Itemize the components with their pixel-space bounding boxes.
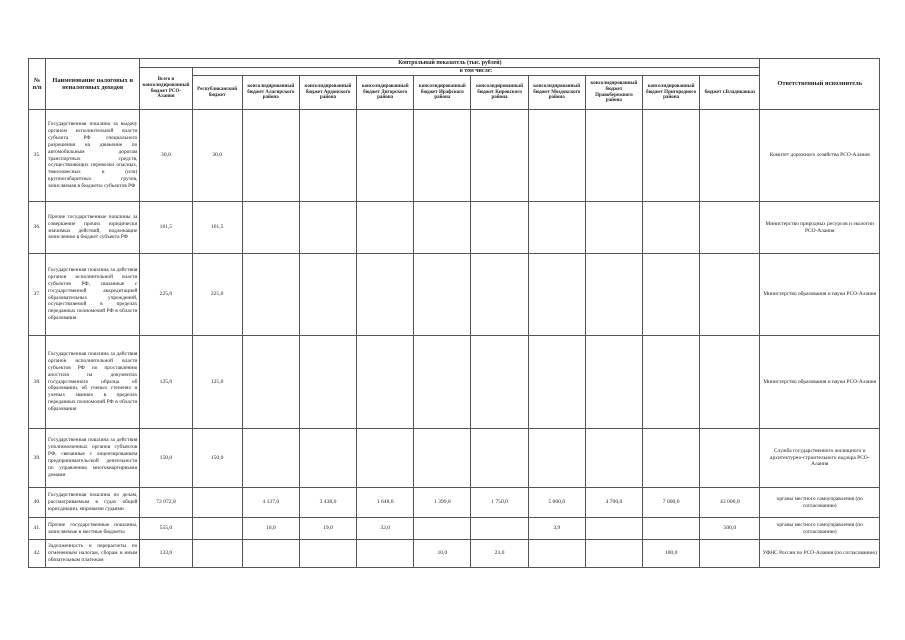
table-row [29, 518, 880, 540]
col-sub-header: консолидированный бюджет Правобережного района [585, 76, 642, 110]
row-value [242, 540, 299, 568]
row-value [242, 110, 299, 202]
row-value [357, 202, 414, 254]
row-responsible: Министерство природных ресурсов и экологии РСО-Алания [760, 202, 880, 254]
row-value: 161,5 [192, 202, 242, 254]
row-value: 4 137,0 [242, 488, 299, 518]
row-value [471, 429, 528, 488]
row-value [700, 202, 760, 254]
row-description: Прочие государственные пошлины за совершение прочих юридически значимых действий, подлежащие зачислению в бюджет субъекта РФ [46, 202, 140, 254]
col-sub-header: консолидированный бюджет Алагирского района [242, 76, 299, 110]
row-value [528, 110, 585, 202]
row-value [528, 540, 585, 568]
col-sub-header: консолидированный бюджет Ардонского района [299, 76, 356, 110]
row-number: 37. [29, 254, 46, 336]
row-value [643, 254, 700, 336]
control-indicator-header: Контрольный показатель (тыс. рублей) [140, 59, 760, 68]
row-value [528, 429, 585, 488]
row-responsible: Комитет дорожного хозяйства РСО-Алания [760, 110, 880, 202]
col-total-header: Всего в консолидированный бюджет РСО-Алания [140, 68, 192, 110]
row-value: 125,0 [192, 336, 242, 429]
row-value [528, 336, 585, 429]
row-value [357, 254, 414, 336]
row-value [299, 254, 356, 336]
row-value: 7 000,0 [643, 488, 700, 518]
row-value [528, 202, 585, 254]
row-value: 500,0 [700, 518, 760, 540]
row-value [357, 336, 414, 429]
row-value [192, 488, 242, 518]
row-responsible: органы местного самоуправления (по согласованию) [760, 518, 880, 540]
row-value [471, 336, 528, 429]
table-row [29, 429, 880, 488]
row-value [528, 254, 585, 336]
row-total: 161,5 [140, 202, 192, 254]
row-value [700, 540, 760, 568]
row-value [700, 254, 760, 336]
row-description: Государственная пошлина по делам, рассматриваемым в судах общей юрисдикции, мировыми судьями [46, 488, 140, 518]
row-responsible: УФНС России по РСО-Алания (по согласованию) [760, 540, 880, 568]
table-row [29, 488, 880, 518]
row-value: 3 438,0 [299, 488, 356, 518]
col-sub-header: бюджет г.Владикавказ [700, 76, 760, 110]
row-responsible: Министерство образования и науки РСО-Алания [760, 336, 880, 429]
row-value [643, 429, 700, 488]
row-value [471, 518, 528, 540]
row-value [242, 202, 299, 254]
row-value [700, 336, 760, 429]
col-sub-header: консолидированный бюджет Ирафского района [414, 76, 471, 110]
row-value [471, 110, 528, 202]
row-value: 10,0 [414, 540, 471, 568]
row-number: 42. [29, 540, 46, 568]
row-value [414, 202, 471, 254]
row-value: 4 700,0 [585, 488, 642, 518]
row-value [585, 540, 642, 568]
row-value [192, 540, 242, 568]
row-value [414, 429, 471, 488]
row-value [414, 110, 471, 202]
including-header: в том числе: [192, 68, 760, 76]
row-value [585, 110, 642, 202]
col-sub-header: консолидированный бюджет Дигорского района [357, 76, 414, 110]
row-value: 23,0 [471, 540, 528, 568]
row-value: 30,0 [192, 110, 242, 202]
row-number: 40. [29, 488, 46, 518]
row-value: 19,0 [299, 518, 356, 540]
row-value [585, 336, 642, 429]
row-total: 133,0 [140, 540, 192, 568]
table-row [29, 202, 880, 254]
row-value [357, 110, 414, 202]
row-value [585, 518, 642, 540]
row-value [357, 540, 414, 568]
row-total: 225,0 [140, 254, 192, 336]
row-value: 1 399,8 [414, 488, 471, 518]
row-value [643, 336, 700, 429]
row-value [299, 336, 356, 429]
row-responsible: Министерство образования и науки РСО-Алания [760, 254, 880, 336]
row-value [242, 254, 299, 336]
row-value [471, 254, 528, 336]
row-value [471, 202, 528, 254]
table-row [29, 336, 880, 429]
col-sub-header: консолидированный бюджет Моздокского района [528, 76, 585, 110]
row-value: 10,0 [242, 518, 299, 540]
row-description: Государственная пошлина за действия органов исполнительной власти субъектов РФ, связанные с государственной аккредитацией образовательных учреждений, осуществляемой в пределах переданных полномочий РФ в области образования [46, 254, 140, 336]
row-number: 41. [29, 518, 46, 540]
table-row [29, 540, 880, 568]
row-value: 32,0 [357, 518, 414, 540]
row-total: 150,0 [140, 429, 192, 488]
row-number: 35. [29, 110, 46, 202]
row-value [357, 429, 414, 488]
row-total: 555,0 [140, 518, 192, 540]
row-responsible: органы местного самоуправления (по согласованию) [760, 488, 880, 518]
row-value [700, 429, 760, 488]
row-value [299, 110, 356, 202]
row-value: 1 750,0 [471, 488, 528, 518]
row-value [414, 254, 471, 336]
row-total: 30,0 [140, 110, 192, 202]
col-sub-header: консолидированный бюджет Кировского района [471, 76, 528, 110]
row-number: 39. [29, 429, 46, 488]
col-sub-header: Республиканский бюджет [192, 76, 242, 110]
row-value: 43 000,0 [700, 488, 760, 518]
revenue-table [28, 58, 880, 568]
row-value [299, 202, 356, 254]
row-value [643, 202, 700, 254]
table-row [29, 110, 880, 202]
row-description: Государственная пошлина за выдачу органом исполнительной власти субъекта РФ специального разрешения на движение по автомобильным дорогам транспортных средств, осуществляющих перевозки опасных, тяжеловесных и (или) крупногабаритных грузов, зачисляемая в бюджеты субъектов РФ [46, 110, 140, 202]
row-total: 125,0 [140, 336, 192, 429]
row-value: 150,0 [192, 429, 242, 488]
row-value: 225,0 [192, 254, 242, 336]
row-value: 5 000,0 [528, 488, 585, 518]
row-value [414, 518, 471, 540]
row-value [192, 518, 242, 540]
row-value [299, 429, 356, 488]
row-description: Государственная пошлина за действия уполномоченных органов субъектов РФ, связанные с лицензированием предпринимательской деятельности по управлению многоквартирными домами [46, 429, 140, 488]
row-value [585, 202, 642, 254]
col-number-header: № п/п [29, 59, 46, 110]
row-value [585, 254, 642, 336]
col-sub-header: консолидированный бюджет Пригородного района [643, 76, 700, 110]
row-value: 100,0 [643, 540, 700, 568]
row-value [643, 110, 700, 202]
row-number: 38. [29, 336, 46, 429]
row-value [643, 518, 700, 540]
row-description: Задолженность и перерасчеты по отмененным налогам, сборам и иным обязательным платежам [46, 540, 140, 568]
row-responsible: Служба государственного жилищного и архитектурно-строительного надзора РСО-Алания [760, 429, 880, 488]
table-row [29, 254, 880, 336]
row-value [299, 540, 356, 568]
row-value [242, 336, 299, 429]
row-value [585, 429, 642, 488]
row-value: 1 648,0 [357, 488, 414, 518]
row-description: Государственная пошлина за действия органов исполнительной власти субъектов РФ по проставлению апостиля на документах государственного образца об образовании, об ученых степенях и ученых званиях в пределах переданных полномочий РФ в области образования [46, 336, 140, 429]
row-value [700, 110, 760, 202]
col-name-header: Наименование налоговых и неналоговых доходов [46, 59, 140, 110]
row-value [414, 336, 471, 429]
row-total: 72 072,8 [140, 488, 192, 518]
row-value: 3,9 [528, 518, 585, 540]
row-number: 36. [29, 202, 46, 254]
col-responsible-header: Ответственный исполнитель [760, 59, 880, 110]
row-description: Прочие государственные пошлины, зачисляемые в местные бюджеты [46, 518, 140, 540]
row-value [242, 429, 299, 488]
